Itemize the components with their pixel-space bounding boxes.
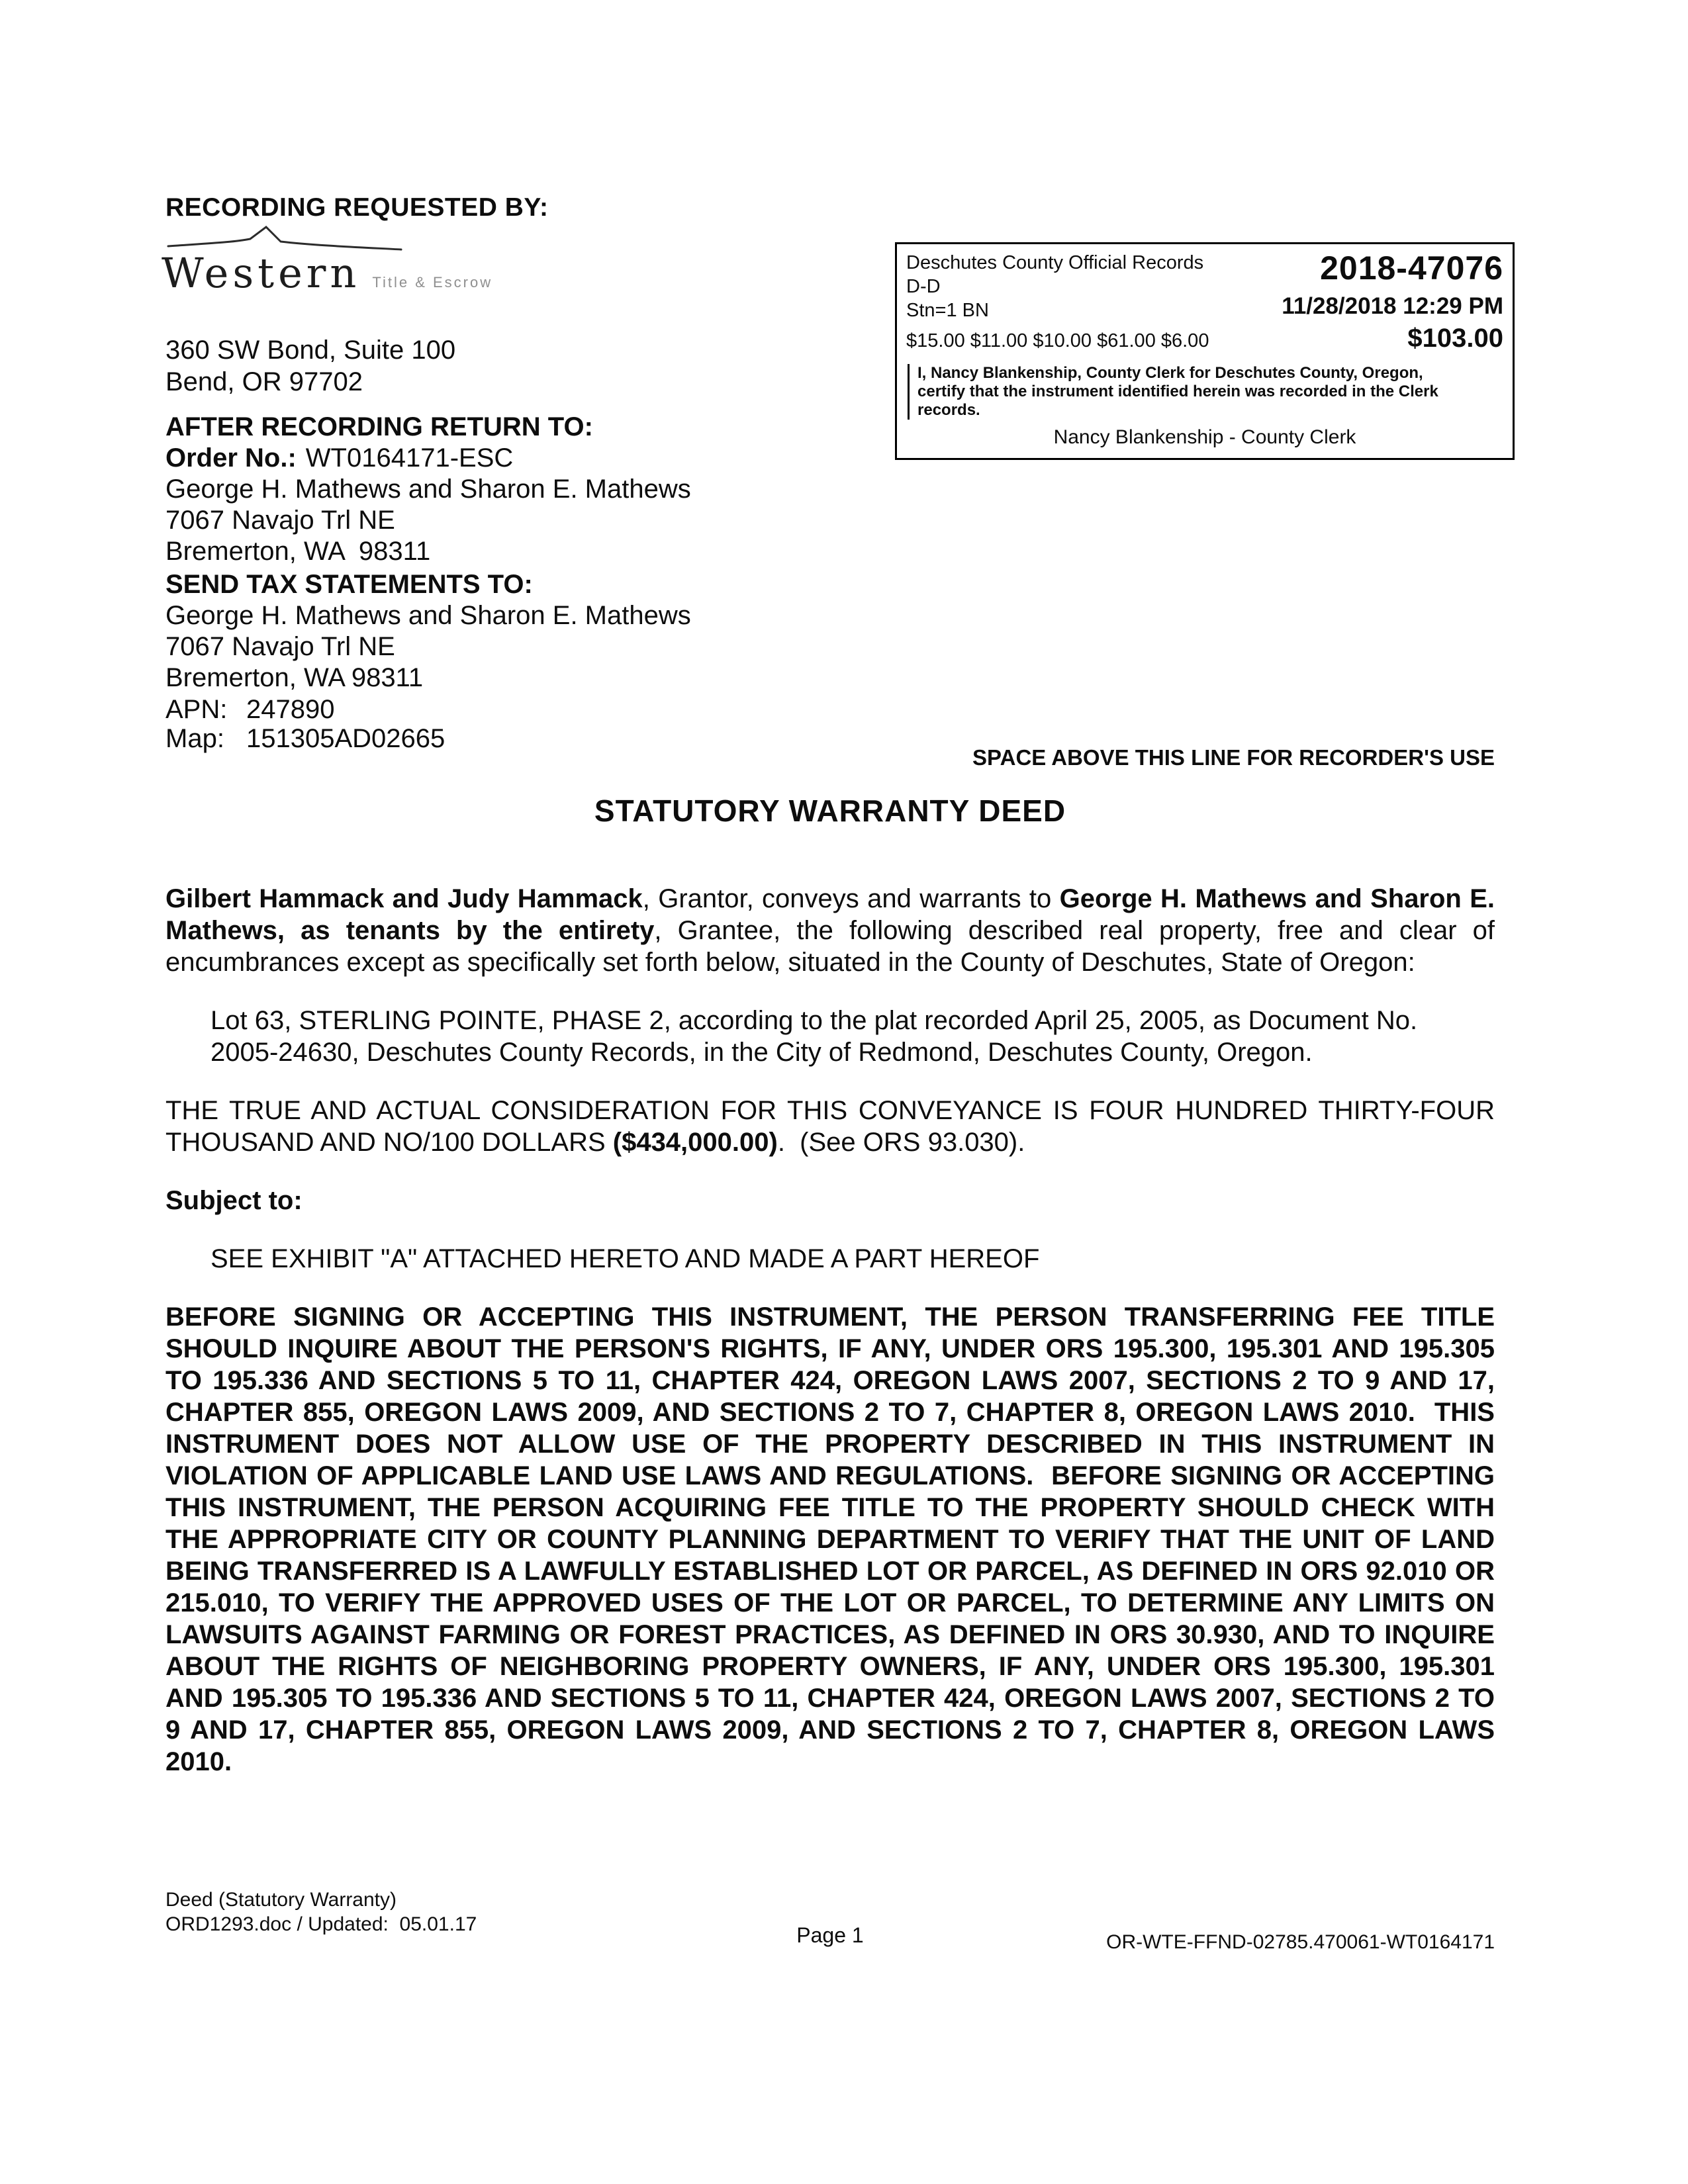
- consideration-clause: [165, 1095, 1495, 1158]
- consideration-amount: ($434,000.00): [612, 1128, 778, 1157]
- footer-file-info: ORD1293.doc / Updated: 05.01.17: [165, 1913, 477, 1935]
- parcel-identifiers: [165, 695, 445, 753]
- document-title: STATUTORY WARRANTY DEED: [594, 794, 1066, 828]
- page-number: Page 1: [796, 1923, 864, 1947]
- return-address-line1: 7067 Navajo Trl NE: [165, 506, 395, 535]
- apn-label: APN:: [165, 695, 228, 724]
- recorder-use-note: SPACE ABOVE THIS LINE FOR RECORDER'S USE: [972, 745, 1495, 770]
- recorder-doc-number: 2018-47076: [1320, 250, 1503, 287]
- footer-doc-name: Deed (Statutory Warranty): [165, 1889, 397, 1911]
- map-label: Map:: [165, 724, 224, 753]
- recorder-fees: $15.00 $11.00 $10.00 $61.00 $6.00: [906, 330, 1209, 351]
- recorder-clerk-signature: Nancy Blankenship - County Clerk: [1053, 426, 1356, 448]
- granting-clause: [165, 883, 1495, 978]
- recorder-station: Stn=1 BN: [906, 300, 989, 321]
- apn-value: 247890: [246, 695, 335, 724]
- tax-address-line1: 7067 Navajo Trl NE: [165, 632, 395, 661]
- apn-line: [165, 695, 445, 724]
- company-address-line1: 360 SW Bond, Suite 100: [165, 336, 456, 365]
- order-number-line: [165, 443, 691, 474]
- send-tax-block: [165, 569, 691, 694]
- return-address-line2: Bremerton, WA 98311: [165, 537, 431, 566]
- granting-clause-mid: , Grantor, conveys and warrants to: [642, 884, 1060, 913]
- company-address: [165, 334, 455, 398]
- recorder-total-fee: $103.00: [1407, 324, 1503, 353]
- granting-clause-rest: , Grantee, the following described real property, free and clear of encumbrances except as specifically set forth below, situated in the County of Deschutes, State of Oregon:: [165, 916, 1495, 977]
- send-tax-heading: SEND TAX STATEMENTS TO:: [165, 570, 533, 599]
- consideration-text: THE TRUE AND ACTUAL CONSIDERATION FOR THIS CONVEYANCE IS FOUR HUNDRED THIRTY-FOUR THOUSAND AND NO/100 DOLLARS: [165, 1096, 1495, 1157]
- order-number-label: Order No.:: [165, 443, 297, 473]
- recorder-office: Deschutes County Official Records: [906, 252, 1204, 273]
- order-number-value: WT0164171-ESC: [305, 443, 514, 473]
- exhibit-reference: SEE EXHIBIT "A" ATTACHED HERETO AND MADE A PART HEREOF: [211, 1244, 1040, 1273]
- recorder-stamp-box: [895, 242, 1515, 460]
- statutory-notice: BEFORE SIGNING OR ACCEPTING THIS INSTRUMENT, THE PERSON TRANSFERRING FEE TITLE SHOULD INQUIRE ABOUT THE PERSON'S RIGHTS, IF ANY, UNDER ORS 195.300, 195.301 AND 195.305 TO 195.336 AND SECTIONS 5 TO 11, CHAPTER 424, OREGON LAWS 2007, SECTIONS 2 TO 9 AND 17, CHAPTER 855, OREGON LAWS 2009, AND SECTIONS 2 TO 7, CHAPTER 8, OREGON LAWS 2010. THIS INSTRUMENT DOES NOT ALLOW USE OF THE PROPERTY DESCRIBED IN THIS INSTRUMENT IN VIOLATION OF APPLICABLE LAND USE LAWS AND REGULATIONS. BEFORE SIGNING OR ACCEPTING THIS INSTRUMENT, THE PERSON ACQUIRING FEE TITLE TO THE PROPERTY SHOULD CHECK WITH THE APPROPRIATE CITY OR COUNTY PLANNING DEPARTMENT TO VERIFY THAT THE UNIT OF LAND BEING TRANSFERRED IS A LAWFULLY ESTABLISHED LOT OR PARCEL, AS DEFINED IN ORS 92.010 OR 215.010, TO VERIFY THE APPROVED USES OF THE LOT OR PARCEL, TO DETERMINE ANY LIMITS ON LAWSUITS AGAINST FARMING OR FOREST PRACTICES, AS DEFINED IN ORS 30.930, AND TO INQUIRE ABOUT THE RIGHTS OF NEIGHBORING PROPERTY OWNERS, IF ANY, UNDER ORS 195.300, 195.301 AND 195.305 TO 195.336 AND SECTIONS 5 TO 11, CHAPTER 424, OREGON LAWS 2007, SECTIONS 2 TO 9 AND 17, CHAPTER 855, OREGON LAWS 2009, AND SECTIONS 2 TO 7, CHAPTER 8, OREGON LAWS 2010.: [165, 1302, 1503, 1776]
- recorder-doc-type: D-D: [906, 276, 941, 297]
- after-recording-heading: AFTER RECORDING RETURN TO:: [165, 412, 593, 441]
- company-tagline: Title & Escrow: [372, 274, 493, 291]
- western-title-logo: [162, 222, 492, 297]
- legal-description: Lot 63, STERLING POINTE, PHASE 2, according to the plat recorded April 25, 2005, as Document No. 2005-24630, Deschutes County Records, in the City of Redmond, Deschutes County, Oregon.: [211, 1006, 1418, 1067]
- recorder-certification: I, Nancy Blankenship, County Clerk for Deschutes County, Oregon, certify that the instrument identified herein was recorded in the Clerk records.: [908, 364, 1440, 420]
- company-name: Western: [162, 249, 361, 297]
- tax-address-line2: Bremerton, WA 98311: [165, 663, 424, 692]
- grantor-names: Gilbert Hammack and Judy Hammack: [165, 884, 643, 913]
- subject-to-heading: Subject to:: [165, 1186, 303, 1215]
- tax-recipient: George H. Mathews and Sharon E. Mathews: [165, 601, 691, 630]
- return-recipient: George H. Mathews and Sharon E. Mathews: [165, 475, 691, 504]
- recorder-datetime: 11/28/2018 12:29 PM: [1282, 293, 1503, 319]
- deed-body: [165, 856, 1503, 1804]
- grantee-names: George H. Mathews and Sharon E. Mathews, as tenants by the entirety: [165, 884, 1495, 945]
- map-value: 151305AD02665: [246, 724, 445, 753]
- footer-tracking-code: OR-WTE-FFND-02785.470061-WT0164171: [1106, 1931, 1495, 1953]
- consideration-reference: . (See ORS 93.030).: [777, 1128, 1025, 1157]
- after-recording-block: [165, 412, 691, 567]
- company-address-line2: Bend, OR 97702: [165, 367, 363, 396]
- recording-requested-heading: RECORDING REQUESTED BY:: [165, 193, 549, 222]
